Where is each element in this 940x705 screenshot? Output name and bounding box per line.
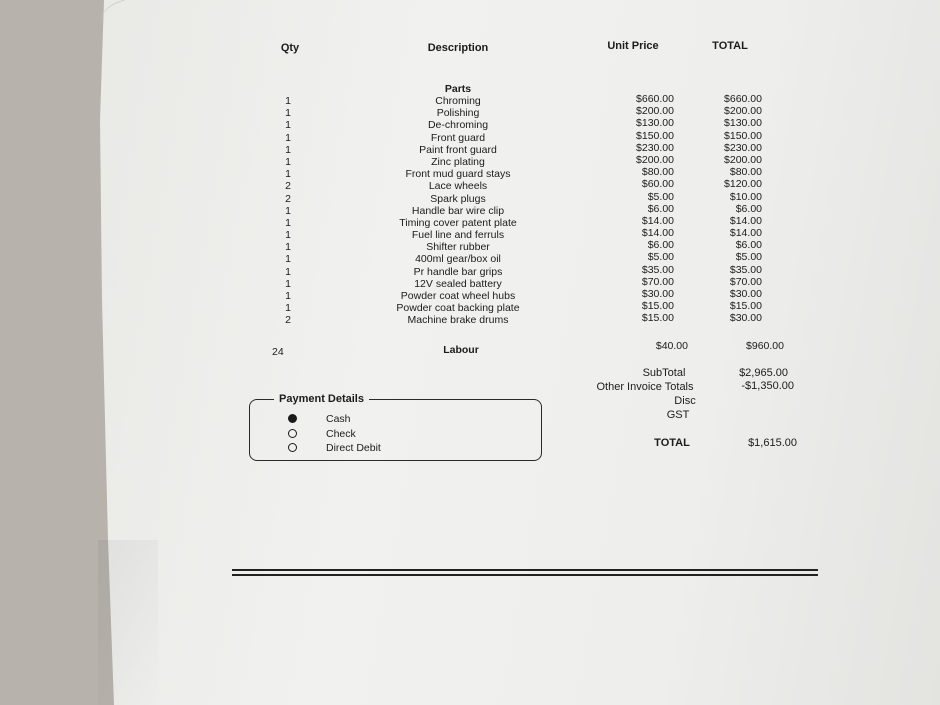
item-total: $30.00 [729, 312, 762, 325]
subtotal-value: $2,965.00 [739, 367, 788, 379]
item-total: $35.00 [729, 263, 762, 276]
item-unit-price: $60.00 [641, 178, 674, 191]
item-qty: 1 [285, 290, 291, 302]
item-unit-price: $150.00 [636, 129, 674, 142]
item-qty: 1 [285, 119, 291, 132]
item-qty: 1 [285, 277, 291, 290]
item-description: Powder coat wheel hubs [400, 290, 516, 302]
item-qty: 1 [285, 143, 291, 156]
item-qty: 1 [285, 95, 291, 107]
item-total: $80.00 [729, 166, 762, 179]
other-invoice-totals-label: Other Invoice Totals [596, 381, 694, 393]
item-unit-price: $5.00 [647, 251, 674, 264]
labour-unit-price: $40.00 [655, 340, 688, 352]
item-qty: 1 [285, 107, 291, 120]
total-header: TOTAL [712, 40, 748, 52]
item-description: De-chroming [427, 119, 489, 132]
check-label: Check [326, 428, 356, 440]
item-unit-price: $30.00 [641, 288, 674, 300]
item-description: Machine brake drums [407, 314, 509, 327]
cash-radio[interactable] [288, 414, 297, 423]
item-qty: 1 [285, 131, 291, 144]
item-total: $15.00 [729, 300, 762, 313]
item-unit-price: $130.00 [636, 117, 674, 130]
parts-heading: Parts [444, 83, 472, 95]
item-total: $10.00 [729, 190, 762, 203]
item-unit-price: $80.00 [641, 166, 674, 179]
item-total: $6.00 [735, 202, 762, 215]
item-unit-price: $6.00 [647, 239, 674, 252]
gst-label: GST [666, 409, 690, 421]
grand-total-value: $1,615.00 [748, 437, 797, 449]
item-description: Zinc plating [431, 155, 485, 168]
unit-price-column [600, 93, 674, 325]
bottom-rule-lower [232, 574, 818, 576]
item-description: Spark plugs [430, 192, 486, 205]
item-total: $660.00 [724, 93, 762, 105]
item-qty: 2 [285, 314, 291, 327]
item-unit-price: $35.00 [641, 263, 674, 276]
item-unit-price: $6.00 [647, 202, 674, 215]
qty-column [280, 95, 296, 327]
direct-debit-label: Direct Debit [326, 442, 381, 454]
item-description: 400ml gear/box oil [415, 253, 501, 266]
item-total: $130.00 [724, 117, 762, 130]
item-unit-price: $660.00 [636, 93, 674, 105]
item-qty: 2 [285, 192, 291, 205]
item-qty: 1 [285, 265, 291, 278]
item-unit-price: $5.00 [647, 190, 674, 203]
payment-details-title: Payment Details [274, 393, 369, 405]
item-qty: 1 [285, 204, 291, 217]
direct-debit-radio[interactable] [288, 443, 297, 452]
item-total: $14.00 [729, 214, 762, 227]
item-unit-price: $15.00 [641, 312, 674, 325]
item-description: Fuel line and ferruls [411, 229, 505, 242]
item-description: Powder coat backing plate [396, 302, 520, 315]
item-description: Polishing [436, 107, 480, 120]
item-unit-price: $15.00 [641, 300, 674, 313]
item-description: 12V sealed battery [414, 277, 502, 290]
item-total: $120.00 [724, 178, 762, 191]
item-qty: 1 [285, 253, 291, 266]
disc-label: Disc [674, 395, 696, 407]
item-qty: 1 [285, 302, 291, 315]
item-qty: 1 [285, 241, 291, 254]
item-qty: 1 [285, 168, 291, 181]
item-total: $14.00 [729, 227, 762, 240]
item-description: Paint front guard [419, 143, 497, 156]
item-qty: 1 [285, 229, 291, 242]
item-description: Handle bar wire clip [411, 204, 505, 217]
item-description: Chroming [435, 95, 481, 107]
item-total: $30.00 [729, 288, 762, 300]
labour-label: Labour [443, 344, 479, 356]
item-qty: 1 [285, 155, 291, 168]
subtotal-label: SubTotal [642, 367, 686, 379]
cash-label: Cash [326, 413, 351, 425]
unit-price-header: Unit Price [607, 40, 659, 52]
labour-qty: 24 [272, 346, 284, 358]
other-invoice-totals-value: -$1,350.00 [741, 380, 794, 392]
description-header: Description [427, 42, 489, 54]
item-total: $200.00 [724, 153, 762, 166]
item-qty: 1 [285, 216, 291, 229]
item-unit-price: $14.00 [641, 227, 674, 240]
item-total: $5.00 [735, 251, 762, 264]
item-description: Front mud guard stays [405, 168, 511, 181]
description-column [358, 95, 558, 327]
grand-total-label: TOTAL [654, 437, 690, 449]
item-total: $150.00 [724, 129, 762, 142]
item-total: $200.00 [724, 105, 762, 118]
item-description: Front guard [430, 131, 486, 144]
total-column [690, 93, 762, 325]
qty-header: Qty [280, 42, 300, 54]
labour-total: $960.00 [746, 340, 784, 352]
item-total: $230.00 [724, 141, 762, 154]
item-total: $70.00 [729, 275, 762, 288]
bottom-rule-upper [232, 569, 818, 571]
item-unit-price: $200.00 [636, 105, 674, 118]
item-description: Pr handle bar grips [413, 265, 503, 278]
item-total: $6.00 [735, 239, 762, 252]
item-unit-price: $70.00 [641, 275, 674, 288]
item-qty: 2 [285, 180, 291, 193]
paper-crease [98, 540, 158, 705]
item-description: Shifter rubber [426, 241, 490, 254]
item-unit-price: $230.00 [636, 141, 674, 154]
item-description: Timing cover patent plate [399, 216, 517, 229]
item-unit-price: $14.00 [641, 214, 674, 227]
item-description: Lace wheels [428, 180, 488, 193]
item-unit-price: $200.00 [636, 153, 674, 166]
check-radio[interactable] [288, 429, 297, 438]
